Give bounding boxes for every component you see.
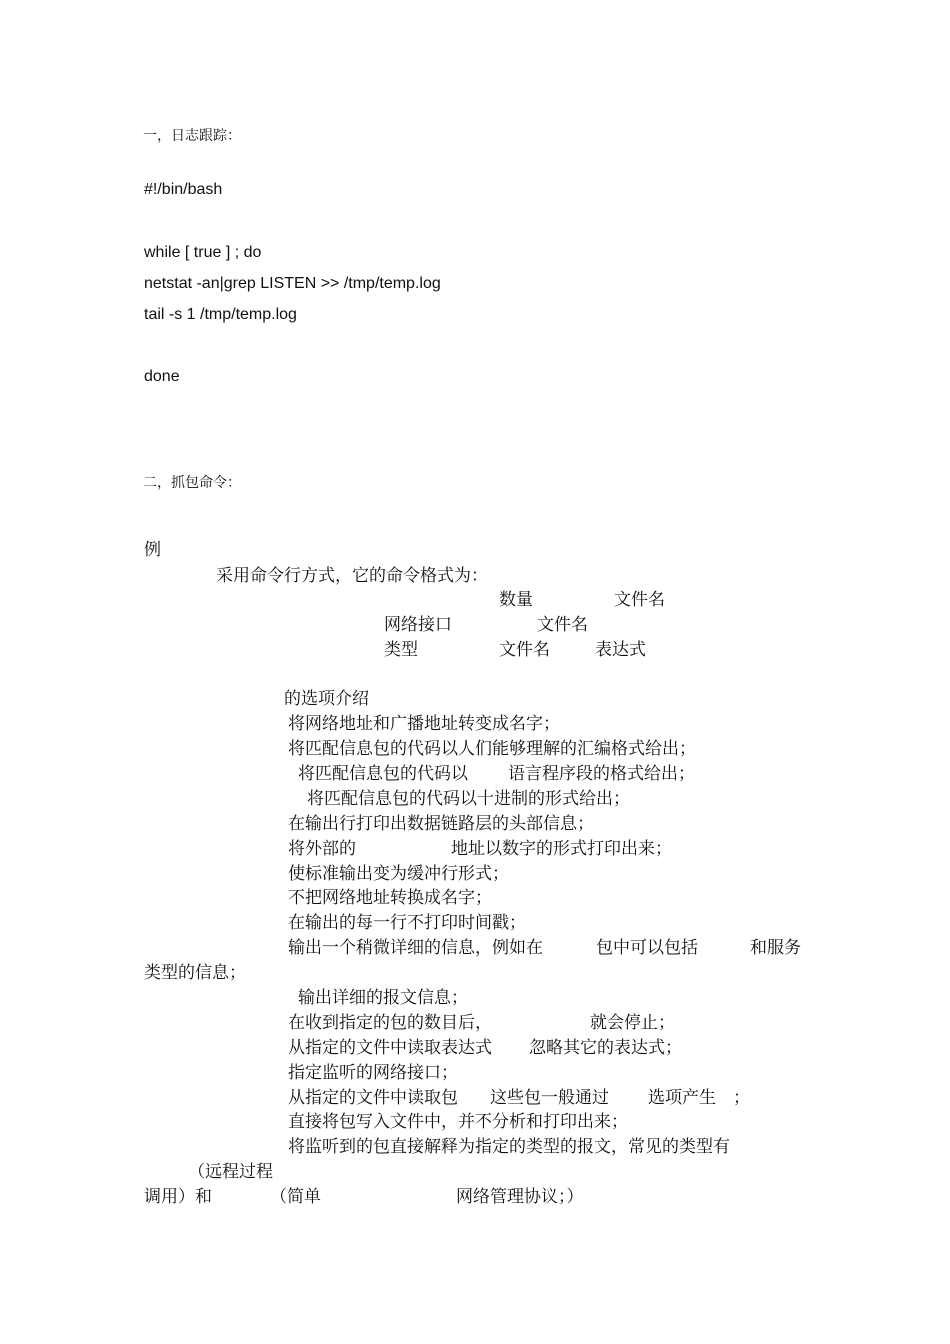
example-intro: 采用命令行方式，它的命令格式为： (216, 566, 488, 586)
option-item: 地址以数字的形式打印出来； (451, 839, 672, 859)
option-item: 这些包一般通过 (490, 1088, 609, 1108)
option-item: 选项产生 (648, 1088, 716, 1108)
script-line-netstat: netstat -an|grep LISTEN >> /tmp/temp.log (144, 275, 441, 292)
option-item: 在输出行打印出数据链路层的头部信息； (288, 814, 594, 834)
section-heading-capture: 二，抓包命令： (143, 475, 241, 491)
option-item: 使标准输出变为缓冲行形式； (288, 864, 509, 884)
option-item: 网络管理协议；） (456, 1187, 584, 1207)
option-item: 输出详细的报文信息； (298, 988, 468, 1008)
option-item: 将匹配信息包的代码以人们能够理解的汇编格式给出； (288, 739, 696, 759)
format-row3-expression: 表达式 (595, 640, 646, 660)
option-item: 将外部的 (288, 839, 356, 859)
script-line-shebang: #!/bin/bash (144, 181, 223, 198)
format-row1-filename: 文件名 (614, 590, 665, 610)
option-item: 从指定的文件中读取表达式 (288, 1038, 492, 1058)
option-item: （远程过程 (188, 1162, 273, 1182)
option-item: 忽略其它的表达式； (529, 1038, 682, 1058)
option-item: 从指定的文件中读取包 (288, 1088, 458, 1108)
option-item: （简单 (270, 1187, 321, 1207)
format-row3-type: 类型 (384, 640, 418, 660)
option-item: 输出一个稍微详细的信息，例如在 (288, 938, 543, 958)
format-row3-filename: 文件名 (499, 640, 550, 660)
option-item: 调用）和 (144, 1187, 212, 1207)
option-item: 将匹配信息包的代码以十进制的形式给出； (307, 789, 630, 809)
option-item: 直接将包写入文件中，并不分析和打印出来； (288, 1112, 628, 1132)
script-line-done: done (144, 368, 180, 385)
option-item: 指定监听的网络接口； (288, 1063, 458, 1083)
option-item: 和服务 (750, 938, 801, 958)
section-heading-log: 一，日志跟踪： (143, 128, 241, 144)
option-item: 将匹配信息包的代码以 (298, 764, 468, 784)
option-item: 不把网络地址转换成名字； (288, 888, 492, 908)
script-line-while: while [ true ] ; do (144, 244, 262, 261)
option-item: 语言程序段的格式给出； (508, 764, 695, 784)
format-row2-filename: 文件名 (537, 615, 588, 635)
option-item: 将监听到的包直接解释为指定的类型的报文，常见的类型有 (288, 1137, 730, 1157)
options-title: 的选项介绍 (284, 689, 369, 709)
option-item: 在收到指定的包的数目后， (288, 1013, 492, 1033)
option-item: 类型的信息； (144, 963, 246, 983)
format-row1-count: 数量 (499, 590, 533, 610)
option-item: 包中可以包括 (596, 938, 698, 958)
script-line-tail: tail -s 1 /tmp/temp.log (144, 306, 297, 323)
option-item: ； (733, 1088, 750, 1108)
option-item: 在输出的每一行不打印时间戳； (288, 913, 526, 933)
option-item: 就会停止； (590, 1013, 675, 1033)
format-row2-interface: 网络接口 (384, 615, 452, 635)
option-item: 将网络地址和广播地址转变成名字； (288, 714, 560, 734)
example-label: 例 (144, 540, 161, 560)
